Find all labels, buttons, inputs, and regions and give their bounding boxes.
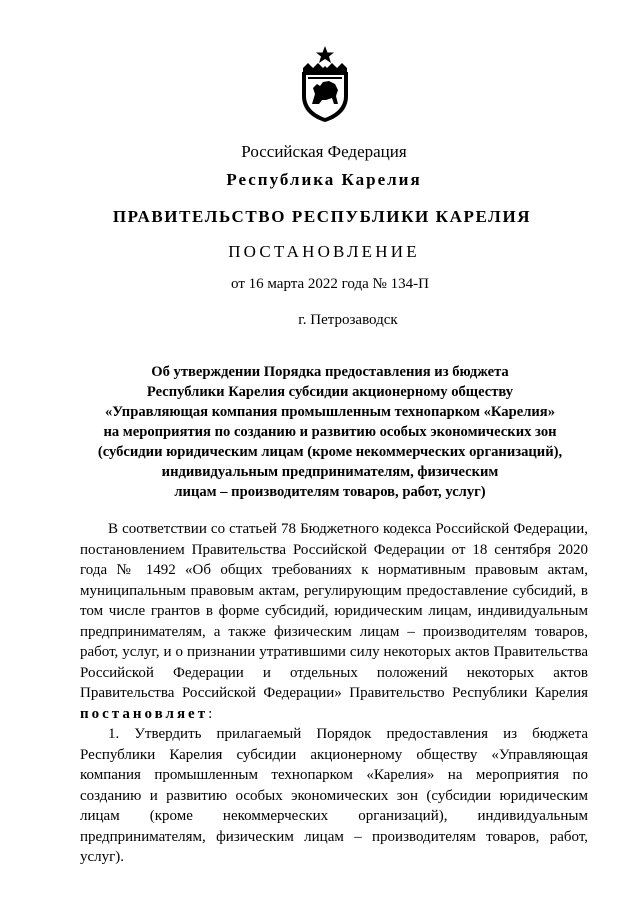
title-line: Республики Карелия субсидии акционерному обществу	[146, 384, 514, 400]
country-name: Российская Федерация	[241, 142, 407, 161]
document-place: г. Петрозаводск	[298, 312, 398, 328]
preamble-text: В соответствии со статьей 78 Бюджетного кодекса Российской Федерации, постановлением Правительства Российской Федерации от 18 сентября 2020 года № 1492 «Об общих требованиях к нормативным правовым актам, муниципальным правовым актам, регулирующим предоставление субсидий, в том числе грантов в форме субсидий, юридическим лицам, индивидуальным предпринимателям, а также физическим лицам – производителям товаров, работ, услуг, и о признании утратившими силу некоторых актов Правительства Российской Федерации и отдельных положений некоторых актов Правительства Российской Федерации» Правительство Республики Карелия	[80, 521, 588, 701]
document-date: от 16 марта 2022 года № 134-П	[231, 276, 429, 292]
republic-name: Республика Карелия	[226, 170, 422, 189]
title-line: Об утверждении Порядка предоставления из бюджета	[151, 364, 509, 380]
title-line: индивидуальным предпринимателям, физическим	[161, 464, 499, 480]
government-name: ПРАВИТЕЛЬСТВО РЕСПУБЛИКИ КАРЕЛИЯ	[112, 207, 532, 226]
preamble-paragraph	[80, 519, 588, 724]
decree-word: постановляет	[80, 705, 209, 722]
title-line: (субсидии юридическим лицам (кроме некоммерческих организаций),	[97, 444, 563, 460]
document-type: ПОСТАНОВЛЕНИЕ	[228, 242, 420, 261]
title-line: «Управляющая компания промышленным технопарком «Карелия»	[105, 404, 555, 420]
karelia-coat-of-arms-icon	[298, 44, 352, 124]
document-body	[80, 519, 588, 868]
item-1-paragraph: 1. Утвердить прилагаемый Порядок предоставления из бюджета Республики Карелия субсидии акционерному обществу «Управляющая компания промышленным технопарком «Карелия» на мероприятия по созданию и развитию особых экономических зон (субсидии юридическим лицам (кроме некоммерческих организаций), индивидуальным предпринимателям, физическим лицам – производителям товаров, работ, услуг).	[80, 726, 588, 865]
title-line: лицам – производителям товаров, работ, услуг)	[174, 484, 486, 500]
decree-colon: :	[208, 705, 213, 722]
document-title	[60, 362, 600, 502]
title-line: на мероприятия по созданию и развитию особых экономических зон	[103, 424, 557, 440]
